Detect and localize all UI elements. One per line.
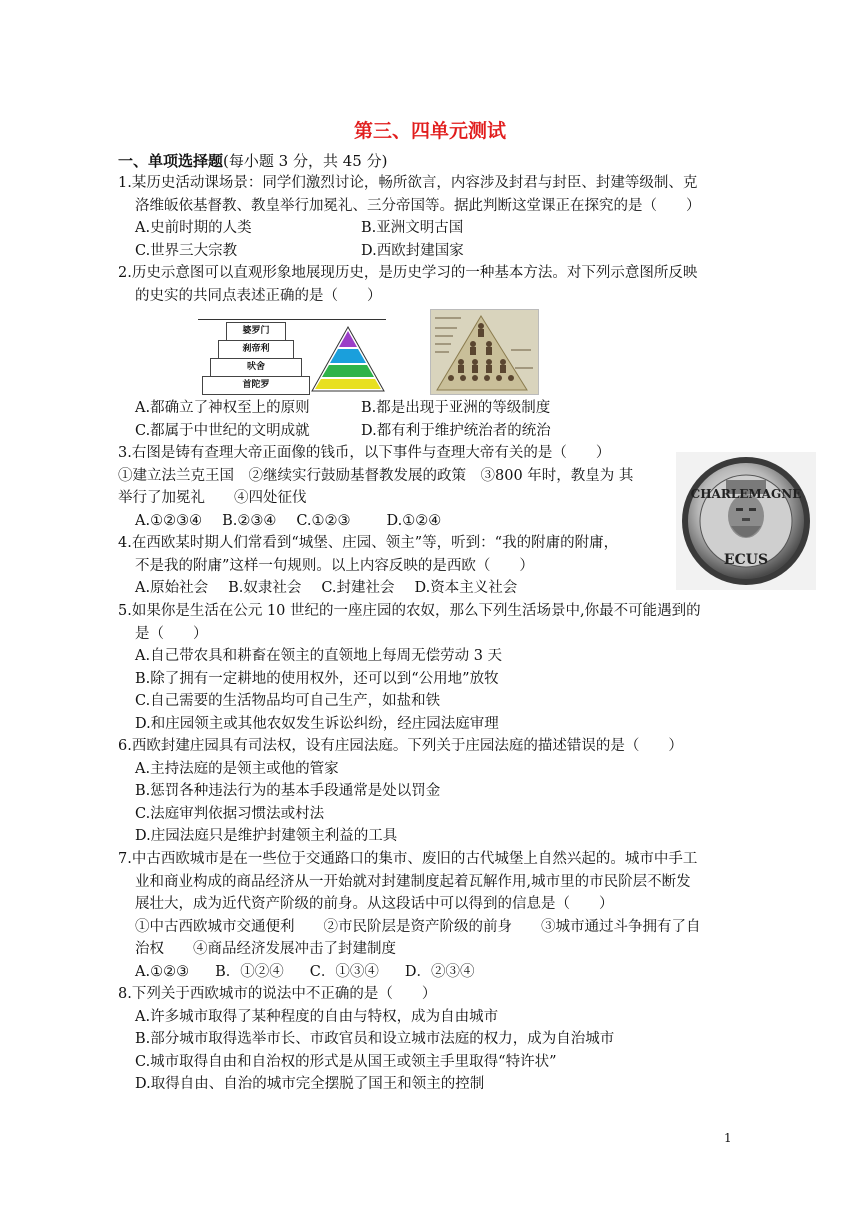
q5-stem-line1: 5.如果你是生活在公元 10 世纪的一座庄园的农奴，那么下列生活场景中,你最不可能遇到的 bbox=[118, 603, 701, 619]
caste-kshatriya: 刹帝利 bbox=[218, 340, 294, 359]
q5-option-c: C.自己需要的生活物品均可自己生产，如盐和铁 bbox=[135, 693, 441, 710]
q7-option-b: B．①②④ bbox=[215, 963, 284, 980]
q4-option-a: A.原始社会 bbox=[135, 580, 209, 597]
q8-option-c: C.城市取得自由和自治权的形式是从国王或领主手里取得“特许状” bbox=[135, 1053, 557, 1070]
caste-shudra: 首陀罗 bbox=[202, 376, 310, 395]
q7-stem-line3: 展壮大，成为近代资产阶级的前身。从这段话中可以得到的信息是（ ） bbox=[135, 896, 614, 913]
q8-option-b: B.部分城市取得选举市长、市政官员和设立城市法庭的权力，成为自治城市 bbox=[135, 1031, 615, 1048]
q7-stem-line4: ①中古西欧城市交通便利 ②市民阶层是资产阶级的前身 ③城市通过斗争拥有了自 bbox=[135, 918, 701, 935]
q2-option-b: B.都是出现于亚洲的等级制度 bbox=[361, 400, 551, 416]
q4-option-c: C.封建社会 bbox=[321, 580, 395, 597]
caste-brahmin: 婆罗门 bbox=[226, 322, 286, 341]
feudal-color-pyramid bbox=[310, 325, 386, 393]
q5-option-a: A.自己带农具和耕畜在领主的直领地上每周无偿劳动 3 天 bbox=[135, 648, 503, 665]
q3-stem-line1: 3.右图是铸有查理大帝正面像的钱币，以下事件与查理大帝有关的是（ ） bbox=[118, 445, 611, 461]
q2-option-a: A.都确立了神权至上的原则 bbox=[135, 400, 310, 416]
q5-option-d: D.和庄园领主或其他农奴发生诉讼纠纷，经庄园法庭审理 bbox=[135, 715, 499, 732]
q1-option-b: B.亚洲文明古国 bbox=[361, 220, 464, 237]
question-8 bbox=[118, 983, 734, 1096]
q4-option-d: D.资本主义社会 bbox=[414, 580, 518, 597]
q7-stem-line2: 业和商业构成的商品经济从一开始就对封建制度起着瓦解作用,城市里的市民阶层不断发 bbox=[135, 873, 691, 890]
feudal-hierarchy-photo bbox=[430, 309, 539, 395]
q3-option-c: C.①②③ bbox=[296, 512, 351, 529]
q6-stem-line1: 6.西欧封建庄园具有司法权，设有庄园法庭。下列关于庄园法庭的描述错误的是（ ） bbox=[118, 738, 683, 754]
q5-option-b: B.除了拥有一定耕地的使用权外，还可以到“公用地”放牧 bbox=[135, 670, 499, 687]
charlemagne-coin-photo bbox=[676, 452, 816, 590]
question-4 bbox=[118, 532, 668, 600]
q7-stem-line5: 治权 ④商品经济发展冲击了封建制度 bbox=[135, 941, 396, 958]
q3-option-d: D.①②④ bbox=[386, 512, 442, 529]
q6-option-b: B.惩罚各种违法行为的基本手段通常是处以罚金 bbox=[135, 783, 441, 800]
question-3 bbox=[118, 442, 668, 532]
question-7 bbox=[118, 848, 734, 984]
q8-option-d: D.取得自由、自治的城市完全摆脱了国王和领主的控制 bbox=[135, 1076, 485, 1093]
q6-option-d: D.庄园法庭只是维护封建领主利益的工具 bbox=[135, 828, 398, 845]
q7-stem-line1: 7.中古西欧城市是在一些位于交通路口的集市、废旧的古代城堡上自然兴起的。城市中手工 bbox=[118, 851, 698, 867]
q3-stem-line2: ①建立法兰克王国 ②继续实行鼓励基督教发展的政策 ③800 年时，教皇为 其 bbox=[118, 467, 634, 484]
coin-inscription-top: CHARLEMAGNE bbox=[690, 487, 802, 501]
q6-option-a: A.主持法庭的是领主或他的管家 bbox=[135, 760, 339, 777]
q3-option-a: A.①②③④ bbox=[135, 512, 203, 529]
section-label: 一、单项选择题 bbox=[118, 152, 224, 170]
page-title: 第三、四单元测试 bbox=[353, 120, 506, 142]
q4-option-b: B.奴隶社会 bbox=[228, 580, 302, 597]
q2-stem-line2: 的史实的共同点表述正确的是（ ） bbox=[135, 287, 382, 304]
q3-stem-line3: 举行了加冕礼 ④四处征伐 bbox=[118, 490, 307, 507]
q1-stem-line1: 1.某历史活动课场景：同学们激烈讨论，畅所欲言，内容涉及封君与封臣、封建等级制、克 bbox=[118, 175, 698, 191]
q2-option-c: C.都属于中世纪的文明成就 bbox=[135, 422, 310, 439]
caste-vaishya: 吠舍 bbox=[210, 358, 302, 377]
q4-stem-line2: 不是我的附庸”这样一句规则。以上内容反映的是西欧（ ） bbox=[135, 557, 534, 574]
q1-stem-line2: 洛维皈依基督教、教皇举行加冕礼、三分帝国等。据此判断这堂课正在探究的是（ ） bbox=[135, 197, 701, 214]
q2-stem-line1: 2.历史示意图可以直观形象地展现历史，是历史学习的一种基本方法。对下列示意图所反映 bbox=[118, 265, 698, 281]
q1-option-d: D.西欧封建国家 bbox=[361, 242, 464, 259]
caste-pyramid-figure bbox=[198, 319, 386, 393]
question-6 bbox=[118, 735, 734, 848]
question-2 bbox=[118, 262, 734, 307]
question-2-options bbox=[128, 397, 734, 442]
q7-option-c: C．①③④ bbox=[309, 963, 379, 980]
q3-option-b: B.②③④ bbox=[222, 512, 277, 529]
q1-option-a: A.史前时期的人类 bbox=[135, 220, 252, 237]
q7-option-d: D．②③④ bbox=[404, 963, 475, 980]
q1-option-c: C.世界三大宗教 bbox=[135, 242, 238, 259]
page-number: 1 bbox=[724, 1131, 732, 1145]
question-5 bbox=[118, 600, 734, 736]
q6-option-c: C.法庭审判依据习惯法或村法 bbox=[135, 805, 325, 822]
q2-option-d: D.都有利于维护统治者的统治 bbox=[361, 422, 551, 439]
q8-option-a: A.许多城市取得了某种程度的自由与特权，成为自由城市 bbox=[135, 1008, 499, 1025]
coin-inscription-bottom: ECUS bbox=[723, 552, 769, 568]
question-1 bbox=[118, 172, 734, 262]
q7-option-a: A.①②③ bbox=[135, 963, 190, 980]
q4-stem-line1: 4.在西欧某时期人们常看到“城堡、庄园、领主”等，听到：“我的附庸的附庸， bbox=[118, 535, 619, 551]
q8-stem-line1: 8.下列关于西欧城市的说法中不正确的是（ ） bbox=[118, 986, 437, 1002]
section-heading bbox=[118, 150, 387, 171]
q5-stem-line2: 是（ ） bbox=[135, 625, 208, 642]
section-note: (每小题 3 分，共 45 分) bbox=[223, 152, 388, 170]
